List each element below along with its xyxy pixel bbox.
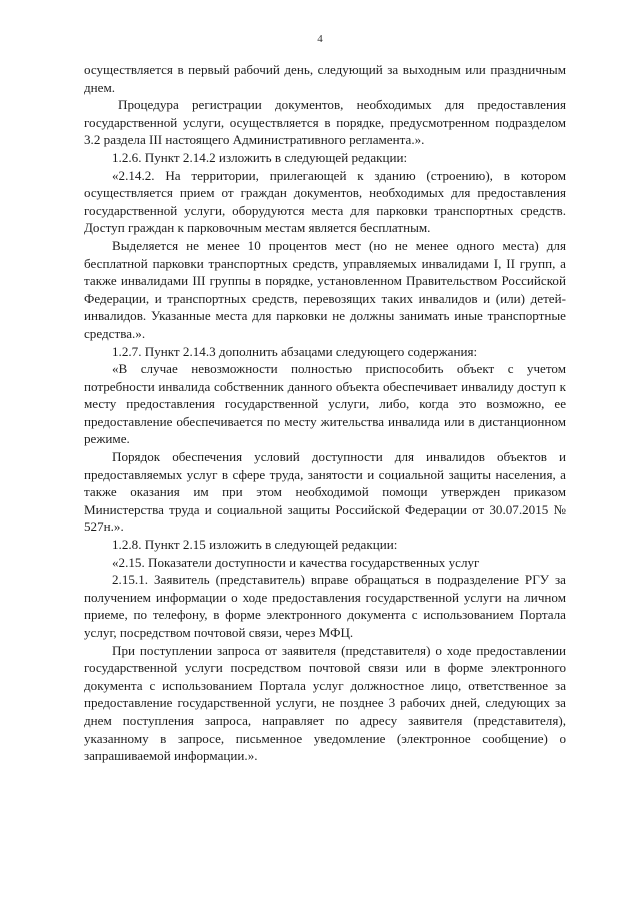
paragraph: «2.15. Показатели доступности и качества государственных услуг: [112, 554, 480, 570]
paragraph: 2.15.1. Заявитель (представитель) вправе обращаться в подразделение РГУ за получением информации о ходе предоставления государственной услуги на личном приеме, по телефону, в форме электронного документа с использованием Портала услуг, посредством почтовой связи, через МФЦ.: [84, 572, 566, 640]
paragraph: 1.2.8. Пункт 2.15 изложить в следующей редакции:: [112, 537, 398, 553]
paragraph: Порядок обеспечения условий доступности для инвалидов объектов и предоставляемых услуг в сфере труда, занятости и социальной защиты населения, а также оказания им при этом необходимой помощи утвержден приказом Министерства труда и социальной защиты Российской Федерации от 30.07.2015 № 527н.».: [84, 449, 566, 535]
paragraph: При поступлении запроса от заявителя (представителя) о ходе предоставлении государственной услуги посредством почтовой связи или в форме электронного документа с использованием Портала услуг должностное лицо, ответственное за предоставление государственной услуги, не позднее 3 рабочих дней, следующих за днем поступления запроса, направляет по адресу заявителя (представителя), указанному в запросе, письменное уведомление (электронное сообщение) о запрашиваемой информации.».: [84, 642, 566, 764]
paragraph: «В случае невозможности полностью приспособить объект с учетом потребности инвалида собственник данного объекта обеспечивает инвалиду доступ к месту предоставления государственной услуги, либо, когда это возможно, ее предоставление обеспечивается по месту жительства инвалида или в дистанционном режиме.: [84, 361, 566, 447]
paragraph: Процедура регистрации документов, необходимых для предоставления государственной услуги, осуществляется в порядке, предусмотренном подразделом 3.2 раздела III настоящего Административного регламента.».: [84, 97, 566, 148]
paragraph: «2.14.2. На территории, прилегающей к зданию (строению), в котором осуществляется прием от граждан документов, необходимых для предоставления государственной услуги, оборудуются места для парковки транспортных средств. Доступ граждан к парковочным местам является бесплатным.: [84, 167, 566, 236]
paragraph: осуществляется в первый рабочий день, следующий за выходным или праздничным днем.: [84, 62, 566, 95]
page-number: 4: [317, 33, 323, 45]
paragraph: Выделяется не менее 10 процентов мест (но не менее одного места) для бесплатной парковки транспортных средств, управляемых инвалидами I, II групп, а также инвалидами III группы в порядке, установленном Правительством Российской Федерации, и транспортных средств, перевозящих таких инвалидов и (или) детей-инвалидов. Указанные места для парковки не должны занимать иные транспортные средства.».: [84, 237, 566, 341]
document-body: [84, 61, 566, 765]
paragraph: 1.2.6. Пункт 2.14.2 изложить в следующей редакции:: [112, 149, 408, 165]
paragraph: 1.2.7. Пункт 2.14.3 дополнить абзацами следующего содержания:: [112, 343, 478, 359]
